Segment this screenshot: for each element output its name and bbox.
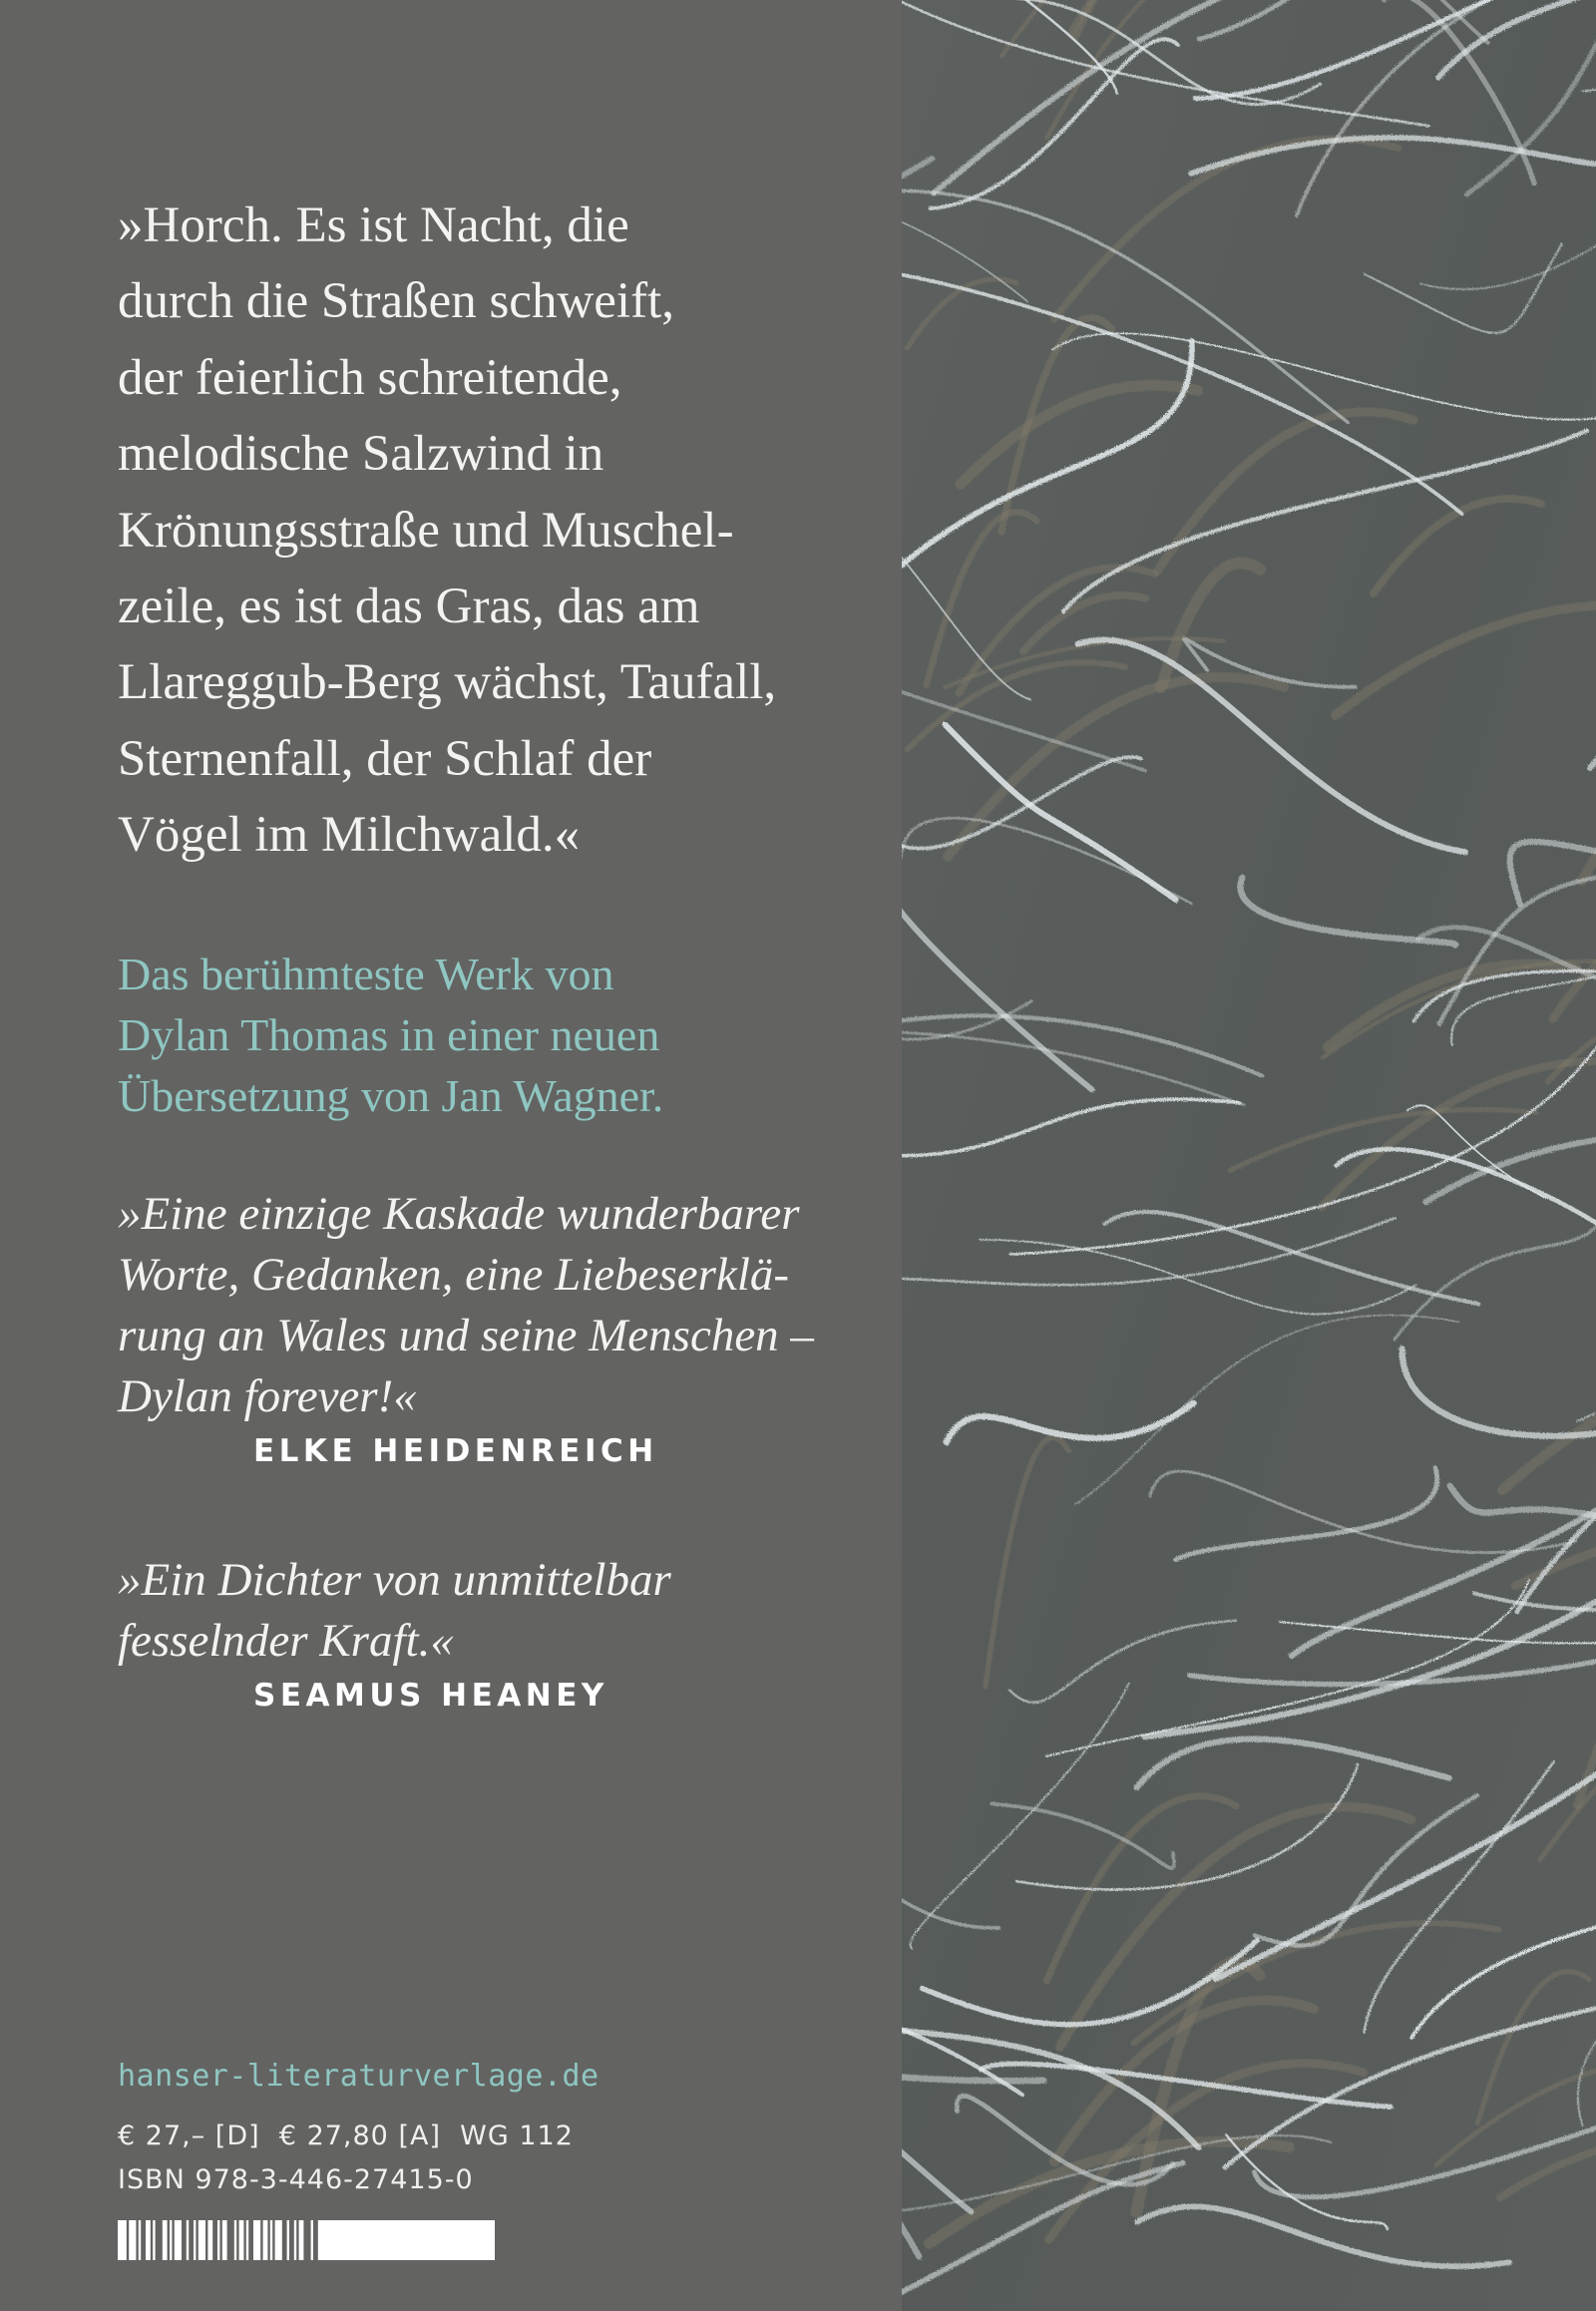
isbn-line: ISBN 978-3-446-27415-0 xyxy=(118,2164,474,2195)
barcode-bar xyxy=(227,2220,234,2260)
artwork-canvas xyxy=(902,0,1596,2311)
barcode-bar xyxy=(172,2220,174,2260)
barcode-bar xyxy=(236,2220,238,2260)
barcode-bar xyxy=(136,2220,138,2260)
barcode-bar xyxy=(141,2220,146,2260)
barcode-bar xyxy=(296,2220,298,2260)
chalk-scribble-artwork xyxy=(902,0,1596,2311)
review-text: »Eine einzige Kaskade wunderbarer Worte, Gedanken, eine Liebeserklä- rung an Wales und seine Menschen – Dylan forever!« xyxy=(118,1188,814,1422)
barcode-bar xyxy=(196,2220,198,2260)
barcode-bar xyxy=(168,2220,170,2260)
publisher-website: hanser-literaturverlage.de xyxy=(118,2059,599,2094)
barcode-bar xyxy=(272,2220,274,2260)
barcode-bar xyxy=(205,2220,207,2260)
review-author: SEAMUS HEANEY xyxy=(253,1678,608,1714)
barcode-icon xyxy=(118,2220,495,2260)
barcode-bar xyxy=(303,2220,310,2260)
barcode-bar xyxy=(156,2220,163,2260)
barcode-bar xyxy=(267,2220,269,2260)
barcode-bar xyxy=(313,2220,318,2260)
review-quote xyxy=(118,1550,896,1714)
barcode-bar xyxy=(212,2220,217,2260)
review-quote xyxy=(118,1184,896,1469)
barcode-bar xyxy=(260,2220,262,2260)
barcode-bar xyxy=(219,2220,221,2260)
review-author: ELKE HEIDENREICH xyxy=(253,1433,658,1469)
book-blurb: Das berühmteste Werk von Dylan Thomas in einer neuen Übersetzung von Jan Wagner. xyxy=(118,949,664,1121)
opening-quote: »Horch. Es ist Nacht, die durch die Straßen schweift, der feierlich schreitende, melodische Salzwind in Krönungsstraße und Muschel- zeile, es ist das Gras, das am Llareggub-Berg wächst, Taufall, Sternenfall, der Schlaf der Vögel im Milchwald.« xyxy=(118,197,777,864)
barcode-bar xyxy=(127,2220,129,2260)
barcode-bar xyxy=(282,2220,287,2260)
barcode-bar xyxy=(289,2220,294,2260)
barcode-bar xyxy=(189,2220,194,2260)
review-text: »Ein Dichter von unmittelbar fesselnder Kraft.« xyxy=(118,1554,671,1667)
barcode-bar xyxy=(151,2220,153,2260)
barcode-bar xyxy=(182,2220,187,2260)
barcode-bar xyxy=(248,2220,253,2260)
barcode-bar xyxy=(243,2220,245,2260)
price-line: € 27,– [D] € 27,80 [A] WG 112 xyxy=(118,2120,574,2151)
